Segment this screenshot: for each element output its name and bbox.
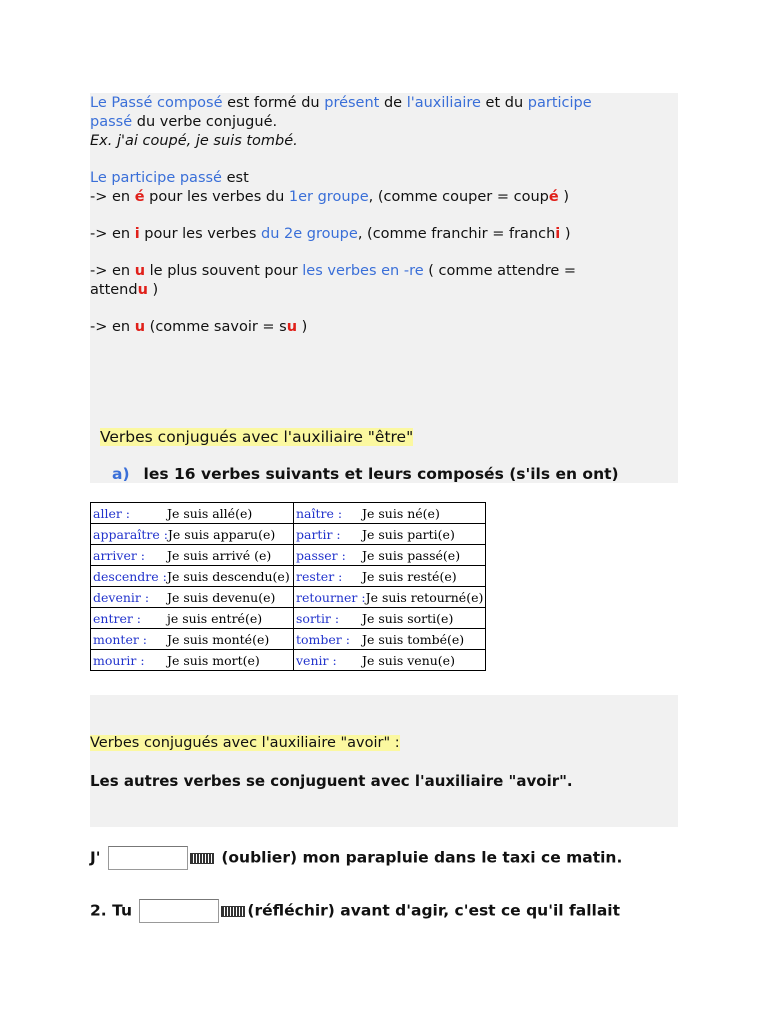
rule-2e-groupe [90,225,571,243]
verb-infinitive: devenir : [93,589,150,605]
etre-subheading [112,464,619,484]
verb-infinitive: aller : [93,505,131,521]
table-cell [91,566,294,587]
etre-heading [100,427,413,447]
q2-prefix: 2. Tu [90,901,132,920]
rule-text: attend [90,282,138,298]
rule-text: pour les verbes [139,226,262,242]
verb-conjugation: Je suis tombé(e) [362,631,465,647]
q1-prefix: J' [90,848,101,867]
keyboard-icon[interactable] [221,906,245,917]
q2-text: (réfléchir) avant d'agir, c'est ce qu'il fallait [247,901,620,920]
verb-infinitive: arriver : [93,547,146,563]
verb-conjugation: Je suis sorti(e) [362,610,454,626]
table-cell [294,524,486,545]
verb-infinitive: mourir : [93,652,145,668]
rule-text: , (comme franchir = franch [357,226,556,242]
intro-line-1 [90,94,592,112]
term-present: présent [324,95,380,111]
intro-text: est formé du [222,95,325,111]
rule-text: ) [297,319,308,335]
list-letter: a) [112,465,130,483]
q1-answer-input[interactable] [108,846,188,870]
term-2e-groupe: du 2e groupe [261,226,358,242]
verb-conjugation: Je suis devenu(e) [167,589,276,605]
table-cell [294,587,486,608]
ending-letter: é [134,189,145,205]
ending-letter: é [548,189,559,205]
table-cell [294,545,486,566]
rule-text: ( comme attendre = [423,263,577,279]
rule-text: (comme savoir = s [145,319,287,335]
verb-infinitive: retourner : [296,589,366,605]
table-cell [91,629,294,650]
rule-verbes-re-cont [90,281,158,299]
verb-infinitive: naître : [296,505,343,521]
rule-savoir [90,318,307,336]
intro-line-2 [90,113,277,131]
table-cell [91,545,294,566]
rule-verbes-re [90,262,576,280]
verb-conjugation: Je suis resté(e) [362,568,457,584]
rule-text: ) [147,282,159,298]
table-cell [294,650,486,671]
verb-infinitive: monter : [93,631,148,647]
subheading-text: les 16 verbes suivants et leurs composés (s'ils en ont) [143,465,619,483]
rule-text: -> en [90,319,135,335]
verb-infinitive: entrer : [93,610,142,626]
term-verbes-re: les verbes en -re [302,263,424,279]
exercise-q2 [90,899,620,923]
avoir-text: Les autres verbes se conjuguent avec l'auxiliaire "avoir". [90,772,573,790]
term-participe-passe: Le participe passé [90,170,222,186]
intro-text: et du [480,95,528,111]
table-cell [91,587,294,608]
verb-conjugation: Je suis passé(e) [362,547,461,563]
etre-verbs-table [90,502,486,671]
table-row [91,650,486,671]
term-auxiliaire: l'auxiliaire [406,95,481,111]
verb-conjugation: Je suis allé(e) [167,505,253,521]
verb-conjugation: Je suis venu(e) [362,652,455,668]
verb-conjugation: Je suis monté(e) [167,631,270,647]
rules-panel [90,93,678,483]
verb-conjugation: Je suis descendu(e) [167,568,290,584]
ending-letter: i [134,226,140,242]
ending-letter: u [286,319,298,335]
table-cell [294,629,486,650]
heading-text: est [221,170,249,186]
table-cell [294,608,486,629]
exercise-q1 [90,846,622,870]
keyboard-icon[interactable] [190,853,214,864]
intro-text: de [379,95,407,111]
term-participe: participe [527,95,592,111]
rule-text: ) [560,226,571,242]
verb-conjugation: Je suis mort(e) [167,652,260,668]
q1-text: (oublier) mon parapluie dans le taxi ce matin. [215,848,623,867]
avoir-panel [90,695,678,827]
rule-text: , (comme couper = coup [368,189,549,205]
intro-text: du verbe conjugué. [132,114,278,130]
table-cell [91,503,294,524]
verb-conjugation: Je suis retourné(e) [365,589,484,605]
q2-answer-input[interactable] [139,899,219,923]
verb-conjugation: Je suis apparu(e) [167,526,276,542]
rule-text: -> en [90,189,135,205]
verb-conjugation: je suis entré(e) [167,610,263,626]
rule-text: ) [558,189,569,205]
rule-text: pour les verbes du [144,189,289,205]
table-row [91,587,486,608]
verb-conjugation: Je suis né(e) [362,505,440,521]
table-cell [91,608,294,629]
verb-conjugation: Je suis arrivé (e) [167,547,272,563]
rule-1er-groupe [90,188,569,206]
table-row [91,503,486,524]
avoir-heading-text: Verbes conjugués avec l'auxiliaire "avoir" : [90,735,400,751]
table-row [91,566,486,587]
table-row [91,524,486,545]
verb-infinitive: rester : [296,568,343,584]
avoir-heading [90,734,400,752]
term-passe: passé [90,114,133,130]
participle-heading [90,169,249,187]
table-cell [91,524,294,545]
table-cell [91,650,294,671]
ending-letter: u [134,263,146,279]
table-row [91,629,486,650]
etre-heading-text: Verbes conjugués avec l'auxiliaire "être" [100,428,414,446]
ending-letter: u [137,282,148,298]
verb-conjugation: Je suis parti(e) [362,526,455,542]
table-row [91,608,486,629]
rule-text: -> en [90,263,135,279]
intro-example: Ex. j'ai coupé, je suis tombé. [90,133,298,149]
term-1er-groupe: 1er groupe [288,189,369,205]
verb-infinitive: tomber : [296,631,350,647]
table-cell [294,503,486,524]
verb-infinitive: partir : [296,526,341,542]
term-passe-compose: Le Passé composé [90,95,223,111]
verb-infinitive: descendre : [93,568,167,584]
rule-text: -> en [90,226,135,242]
verb-infinitive: sortir : [296,610,340,626]
verb-infinitive: apparaître : [93,526,168,542]
verb-infinitive: venir : [296,652,337,668]
table-row [91,545,486,566]
ending-letter: i [555,226,561,242]
table-cell [294,566,486,587]
verb-infinitive: passer : [296,547,346,563]
rule-text: le plus souvent pour [145,263,303,279]
ending-letter: u [134,319,146,335]
